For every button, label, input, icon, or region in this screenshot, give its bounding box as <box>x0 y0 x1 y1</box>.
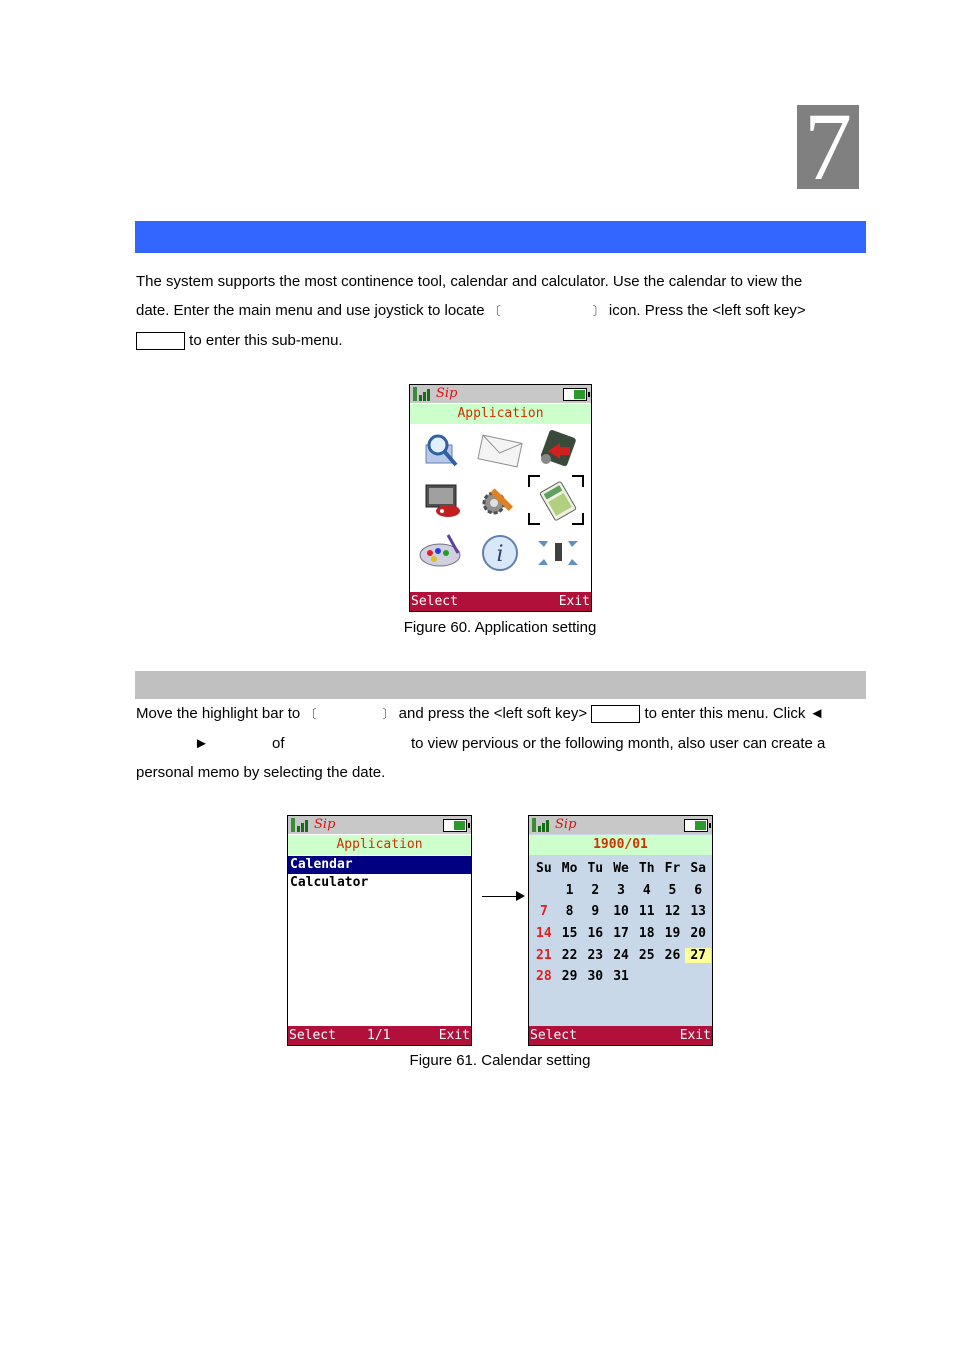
page-indicator: 1/1 <box>367 1028 391 1043</box>
select-softkey[interactable]: Select <box>411 594 458 609</box>
application-screen <box>409 384 592 612</box>
calendar-day[interactable]: 17 <box>613 926 629 942</box>
screen-title: Application <box>410 404 591 424</box>
weekday-label: Tu <box>587 861 604 877</box>
intro-line-2-text: date. Enter the main menu and use joystick to locate <box>136 302 485 319</box>
weekday-label: Sa <box>690 861 706 877</box>
status-bar <box>410 385 591 403</box>
intro-line-2-tail: icon. Press the <left soft key> <box>608 302 806 319</box>
calendar-day[interactable]: 18 <box>638 926 655 942</box>
calendar-day[interactable]: 3 <box>617 882 625 898</box>
softkey-bar <box>288 1026 471 1045</box>
calendar-day[interactable]: 6 <box>694 882 703 898</box>
calendar-week <box>531 901 711 923</box>
bracket-open: 〔 <box>304 707 317 721</box>
calendar-line-2-of: of <box>272 735 285 752</box>
search-icon[interactable] <box>418 431 466 471</box>
status-bar <box>529 816 712 834</box>
sip-logo-icon: Sip <box>314 817 336 832</box>
signal-icon <box>413 387 433 401</box>
menu-item-calculator[interactable]: Calculator <box>290 875 369 890</box>
calendar-day[interactable]: 31 <box>613 969 629 985</box>
battery-icon <box>443 819 467 832</box>
intro-line-1: The system supports the most continence tool, calendar and calculator. Use the calendar to view the <box>136 273 803 290</box>
calendar-day[interactable]: 30 <box>587 969 604 985</box>
calendar-line-2 <box>136 729 866 759</box>
signal-icon <box>532 818 552 832</box>
bracket-close: 〕 <box>592 304 605 318</box>
calendar-day[interactable]: 16 <box>587 926 604 942</box>
figure-61-caption: Figure 61. Calendar setting <box>409 1052 591 1069</box>
select-softkey[interactable]: Select <box>530 1028 577 1043</box>
weekday-label: Mo <box>561 861 578 877</box>
calendar-grid <box>531 858 711 988</box>
calendar-line-1 <box>136 699 824 729</box>
subsection-header-bar <box>135 671 866 699</box>
calendar-day[interactable]: 29 <box>561 969 578 985</box>
calendar-line-3: personal memo by selecting the date. <box>136 764 386 781</box>
calendar-day[interactable]: 9 <box>591 904 600 920</box>
signal-icon <box>291 818 311 832</box>
calendar-day[interactable]: 11 <box>638 904 655 920</box>
calendar-day[interactable]: 24 <box>613 947 629 963</box>
weekday-label: Fr <box>664 861 681 877</box>
intro-line-3 <box>136 326 343 356</box>
intro-line-3-text: to enter this sub-menu. <box>189 332 343 349</box>
calendar-month: 1900/01 <box>529 835 712 855</box>
calendar-day[interactable]: 1 <box>565 882 574 898</box>
calendar-line-2-text: to view pervious or the following month, also user can create a <box>411 735 826 752</box>
exit-softkey[interactable]: Exit <box>558 594 590 609</box>
calendar-line-1-mid: and press the <left soft key> <box>398 705 588 722</box>
calendar-day[interactable]: 21 <box>536 947 552 963</box>
calendar-day[interactable]: 15 <box>561 926 578 942</box>
select-softkey[interactable]: Select <box>289 1028 336 1043</box>
softkey-bar <box>529 1026 712 1045</box>
calendar-day[interactable]: 7 <box>539 904 548 920</box>
calendar-line-1-text: Move the highlight bar to <box>136 705 301 722</box>
calendar-day[interactable]: 12 <box>664 904 681 920</box>
bracket-open: 〔 <box>488 304 501 318</box>
exit-softkey[interactable]: Exit <box>679 1028 711 1043</box>
calendar-day[interactable]: 13 <box>690 904 706 920</box>
settings-tools-icon[interactable] <box>476 479 524 519</box>
calculator-icon[interactable] <box>534 481 582 521</box>
calendar-day[interactable]: 23 <box>587 947 604 963</box>
bracket-close: 〕 <box>382 707 395 721</box>
right-arrow-icon: ► <box>194 735 209 752</box>
calendar-day[interactable]: 25 <box>638 947 655 963</box>
calendar-day[interactable]: 14 <box>536 926 552 942</box>
palette-icon[interactable] <box>418 531 466 571</box>
weekday-label: Th <box>638 861 655 877</box>
calendar-day[interactable]: 22 <box>561 947 578 963</box>
chapter-number: 7 <box>797 105 859 189</box>
sip-logo-icon: Sip <box>555 817 577 832</box>
calendar-day[interactable]: 5 <box>668 882 677 898</box>
status-bar <box>288 816 471 834</box>
menu-item-calendar[interactable]: Calendar <box>288 856 471 874</box>
battery-icon <box>684 819 708 832</box>
arrow-line <box>482 896 518 897</box>
calendar-day[interactable]: 19 <box>664 926 681 942</box>
softkey-blank-box <box>591 705 640 723</box>
envelope-icon[interactable] <box>476 431 524 471</box>
application-menu-screen <box>287 815 472 1046</box>
screen-title: Application <box>288 835 471 855</box>
softkey-bar <box>410 592 591 611</box>
left-arrow-icon: ◄ <box>809 705 825 722</box>
calendar-day[interactable]: 4 <box>642 882 651 898</box>
calendar-day-today[interactable]: 27 <box>685 948 711 963</box>
weekday-header-row <box>531 858 711 880</box>
calendar-week <box>531 880 711 902</box>
calendar-week <box>531 944 711 966</box>
arrow-right-icon <box>516 891 525 901</box>
calendar-week <box>531 966 711 988</box>
exit-softkey[interactable]: Exit <box>438 1028 470 1043</box>
calendar-line-1-tail: to enter this menu. Click <box>644 705 806 722</box>
battery-icon <box>563 388 587 401</box>
calendar-day[interactable]: 10 <box>613 904 629 920</box>
phonebook-icon[interactable] <box>534 429 582 469</box>
section-header-bar <box>135 221 866 253</box>
calendar-day[interactable]: 28 <box>536 969 552 985</box>
softkey-blank-box <box>136 332 185 350</box>
calendar-day[interactable]: 20 <box>690 926 706 942</box>
calendar-day[interactable]: 2 <box>591 882 600 898</box>
svg-text:i: i <box>496 542 504 567</box>
figure-60-caption: Figure 60. Application setting <box>403 619 597 636</box>
calendar-day[interactable]: 26 <box>664 947 681 963</box>
calendar-screen <box>528 815 713 1046</box>
weekday-label: We <box>613 861 629 877</box>
info-icon[interactable] <box>476 531 524 571</box>
game-icon[interactable] <box>418 481 466 521</box>
calendar-day[interactable]: 8 <box>565 904 574 920</box>
calendar-week <box>531 923 711 945</box>
weekday-label: Su <box>536 861 552 877</box>
sip-logo-icon: Sip <box>436 386 458 401</box>
connectivity-icon[interactable] <box>534 533 582 573</box>
intro-line-2 <box>136 296 806 326</box>
